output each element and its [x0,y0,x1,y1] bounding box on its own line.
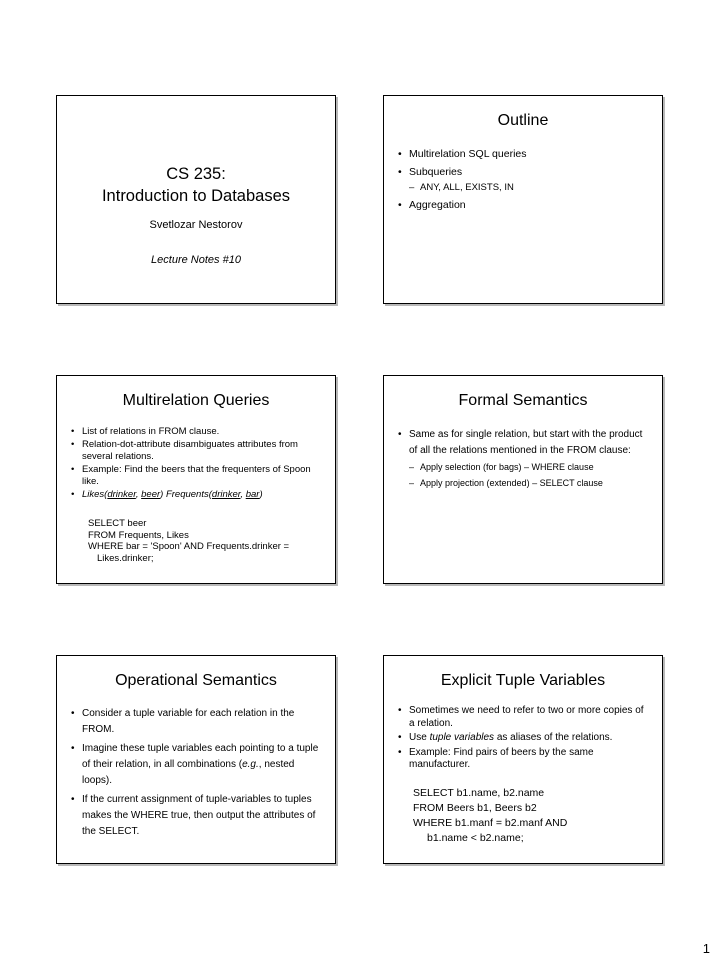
course-name: Introduction to Databases [101,187,291,205]
list-item: • Imagine these tuple variables each pointing to a tuple of their relation, in all combinations (e.g., nested loops). [69,741,324,789]
list-item: • Subqueries [396,166,651,179]
code-line: SELECT beer [88,518,147,529]
slide-outline [383,95,663,304]
code-line: Likes.drinker; [97,552,154,564]
slide-heading: Explicit Tuple Variables [440,672,606,689]
list-item: • List of relations in FROM clause. [69,426,324,438]
sub-list-item: – Apply selection (for bags) – WHERE clause [396,460,644,474]
slide-title [56,95,336,304]
slide-explicit-tuple-variables [383,655,663,864]
list-item: • Use tuple variables as aliases of the relations. [396,732,651,745]
page-number: 1 [702,941,710,956]
slide-heading: Operational Semantics [115,672,277,689]
list-item: • If the current assignment of tuple-variables to tuples makes the WHERE true, then output the attributes of the SELECT. [69,792,324,840]
course-title [57,163,335,207]
bullet-list [69,426,324,501]
list-item: • Sometimes we need to refer to two or more copies of a relation. [396,705,651,730]
bullet-list [396,705,651,772]
bullet-list [396,427,644,490]
code-line: SELECT b1.name, b2.name [413,787,545,799]
list-item: • Example: Find the beers that the frequenters of Spoon like. [69,464,324,488]
sub-list-item: – ANY, ALL, EXISTS, IN [396,182,651,194]
lecture-notes-label: Lecture Notes #10 [151,254,241,266]
code-line: FROM Beers b1, Beers b2 [413,802,537,814]
sql-code-block [413,786,653,846]
code-line: b1.name < b2.name; [427,832,524,844]
list-item: • Example: Find pairs of beers by the same manufacturer. [396,747,651,772]
list-item: • Multirelation SQL queries [396,148,651,161]
code-line: WHERE b1.manf = b2.manf AND [413,817,568,829]
schema-item: • Likes(drinker, beer) Frequents(drinker, bar) [69,489,324,501]
outline-list [396,148,651,212]
code-line: FROM Frequents, Likes [88,529,189,541]
slide-heading: Formal Semantics [458,392,588,409]
sub-list-item: – Apply projection (extended) – SELECT clause [396,476,644,490]
sql-code-block [88,518,328,564]
author-name: Svetlozar Nestorov [149,219,243,231]
code-line: WHERE bar = 'Spoon' AND Frequents.drinker = [88,541,290,552]
slide-operational-semantics [56,655,336,864]
list-item: • Aggregation [396,199,651,212]
list-item: • Same as for single relation, but start with the product of all the relations mentioned in the FROM clause: [396,427,644,459]
course-code: CS 235: [166,165,226,183]
slide-heading: Outline [497,112,549,129]
slide-multirelation-queries [56,375,336,584]
bullet-list [69,706,324,840]
list-item: • Relation-dot-attribute disambiguates attributes from several relations. [69,439,324,463]
list-item: • Consider a tuple variable for each relation in the FROM. [69,706,324,738]
slide-formal-semantics [383,375,663,584]
slide-heading: Multirelation Queries [122,392,270,409]
